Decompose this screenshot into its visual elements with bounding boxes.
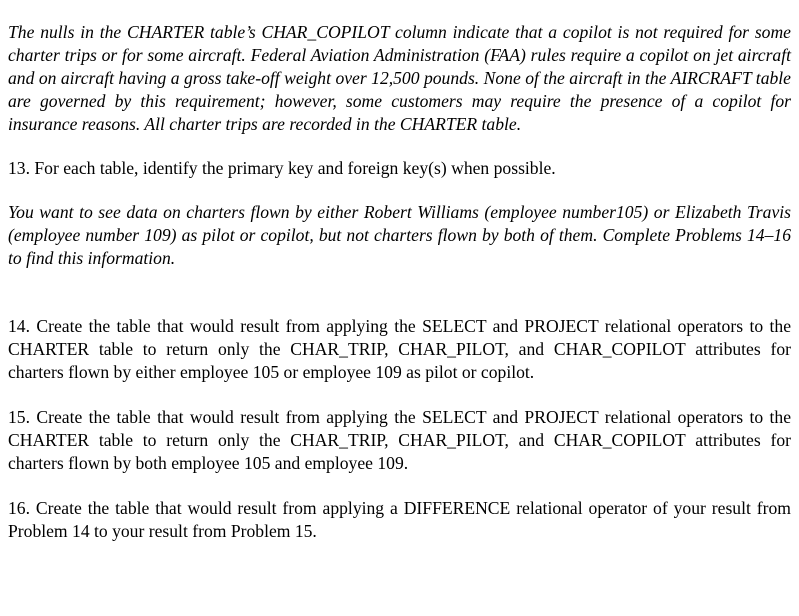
problem-16: 16. Create the table that would result from applying a DIFFERENCE relational operator of your result from Problem 14 to your result from Problem 15. <box>8 498 791 541</box>
intro-paragraph: The nulls in the CHARTER table’s CHAR_COPILOT column indicate that a copilot is not required for some charter trips or for some aircraft. Federal Aviation Administration (FAA) rules require a copilot on jet aircraft and on aircraft having a gross take-off weight over 12,500 pounds. None of the aircraft in the AIRCRAFT table are governed by this requirement; however, some customers may require the presence of a copilot for insurance reasons. All charter trips are recorded in the CHARTER table. <box>8 22 791 134</box>
problem-15: 15. Create the table that would result from applying the SELECT and PROJECT relational operators to the CHARTER table to return only the CHAR_TRIP, CHAR_PILOT, and CHAR_COPILOT attributes for charters flown by both employee 105 and employee 109. <box>8 407 791 473</box>
scenario-paragraph: You want to see data on charters flown by either Robert Williams (employee number105) or Elizabeth Travis (employee number 109) as pilot or copilot, but not charters flown by both of them. Complete Problems 14–16 to find this information. <box>8 202 791 268</box>
problem-13: 13. For each table, identify the primary key and foreign key(s) when possible. <box>8 158 556 178</box>
problem-14: 14. Create the table that would result from applying the SELECT and PROJECT relational operators to the CHARTER table to return only the CHAR_TRIP, CHAR_PILOT, and CHAR_COPILOT attributes for charters flown by either employee 105 or employee 109 as pilot or copilot. <box>8 316 791 382</box>
